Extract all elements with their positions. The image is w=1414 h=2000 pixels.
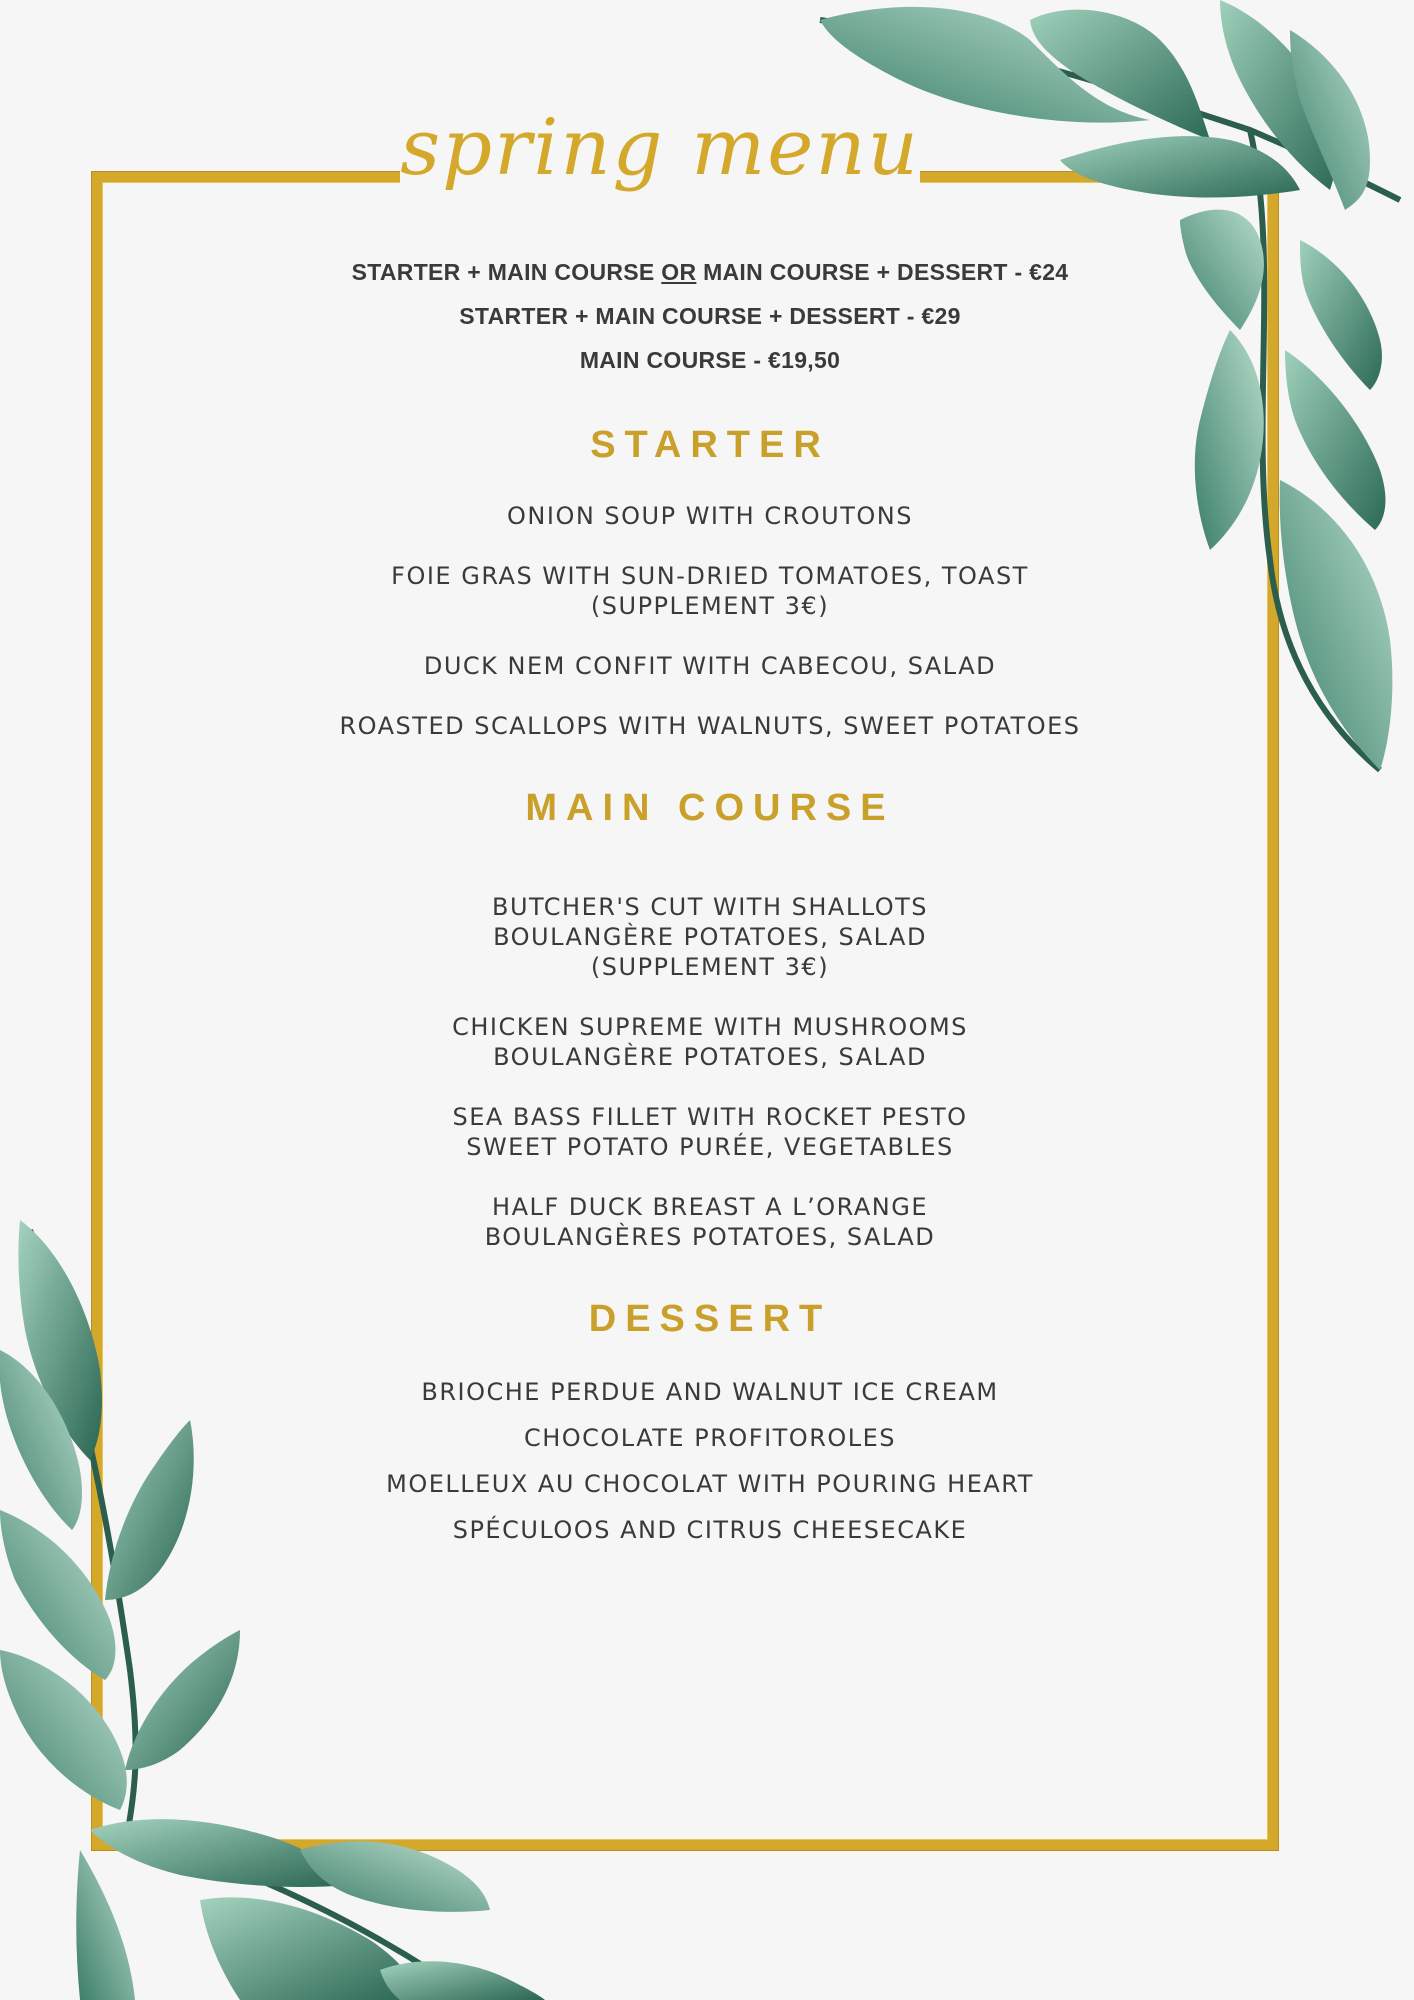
- menu-item: [260, 892, 1160, 982]
- menu-item: SPÉCULOOS AND CITRUS CHEESECAKE: [452, 1516, 968, 1544]
- menu-item-line: ROASTED SCALLOPS WITH WALNUTS, SWEET POTATOES: [339, 712, 1081, 740]
- price-option-or: OR: [661, 259, 697, 285]
- menu-item-line: BOULANGÈRE POTATOES, SALAD: [493, 923, 927, 951]
- menu-item: [260, 1192, 1160, 1252]
- menu-item: [260, 1012, 1160, 1072]
- menu-item: MOELLEUX AU CHOCOLAT WITH POURING HEART: [386, 1470, 1034, 1498]
- menu-item-line: SEA BASS FILLET WITH ROCKET PESTO: [452, 1103, 968, 1131]
- price-option-1-part2: MAIN COURSE + DESSERT - €24: [696, 259, 1069, 285]
- menu-item: BRIOCHE PERDUE AND WALNUT ICE CREAM: [421, 1378, 999, 1406]
- menu-title: spring menu: [400, 103, 920, 193]
- section-title-dessert: DESSERT: [588, 1298, 832, 1340]
- menu-item-line: HALF DUCK BREAST A L’ORANGE: [492, 1193, 928, 1221]
- menu-content: [260, 250, 1160, 1545]
- price-option-1: [260, 250, 1160, 294]
- menu-item-line: ONION SOUP WITH CROUTONS: [507, 502, 913, 530]
- menu-item-line: BOULANGÈRES POTATOES, SALAD: [484, 1223, 936, 1251]
- menu-item: [260, 1102, 1160, 1162]
- menu-item: [260, 561, 1160, 621]
- price-option-2: STARTER + MAIN COURSE + DESSERT - €29: [459, 303, 961, 329]
- menu-item: [260, 501, 1160, 531]
- menu-item-line: DUCK NEM CONFIT WITH CABECOU, SALAD: [423, 652, 997, 680]
- menu-item-line: BOULANGÈRE POTATOES, SALAD: [493, 1043, 927, 1071]
- section-title-main-course: MAIN COURSE: [525, 787, 895, 829]
- menu-item-line: (SUPPLEMENT 3€): [590, 953, 830, 981]
- menu-item-line: (SUPPLEMENT 3€): [590, 592, 830, 620]
- price-option-1-part1: STARTER + MAIN COURSE: [351, 259, 662, 285]
- menu-item-line: CHICKEN SUPREME WITH MUSHROOMS: [452, 1013, 968, 1041]
- menu-item: CHOCOLATE PROFITOROLES: [523, 1424, 897, 1452]
- section-title-starter: STARTER: [590, 424, 830, 466]
- menu-item-line: SWEET POTATO PURÉE, VEGETABLES: [466, 1133, 954, 1161]
- menu-item-line: BUTCHER'S CUT WITH SHALLOTS: [491, 893, 929, 921]
- menu-item: [260, 651, 1160, 681]
- menu-item: [260, 711, 1160, 741]
- price-option-3: MAIN COURSE - €19,50: [579, 347, 841, 373]
- menu-item-line: FOIE GRAS WITH SUN-DRIED TOMATOES, TOAST: [391, 562, 1029, 590]
